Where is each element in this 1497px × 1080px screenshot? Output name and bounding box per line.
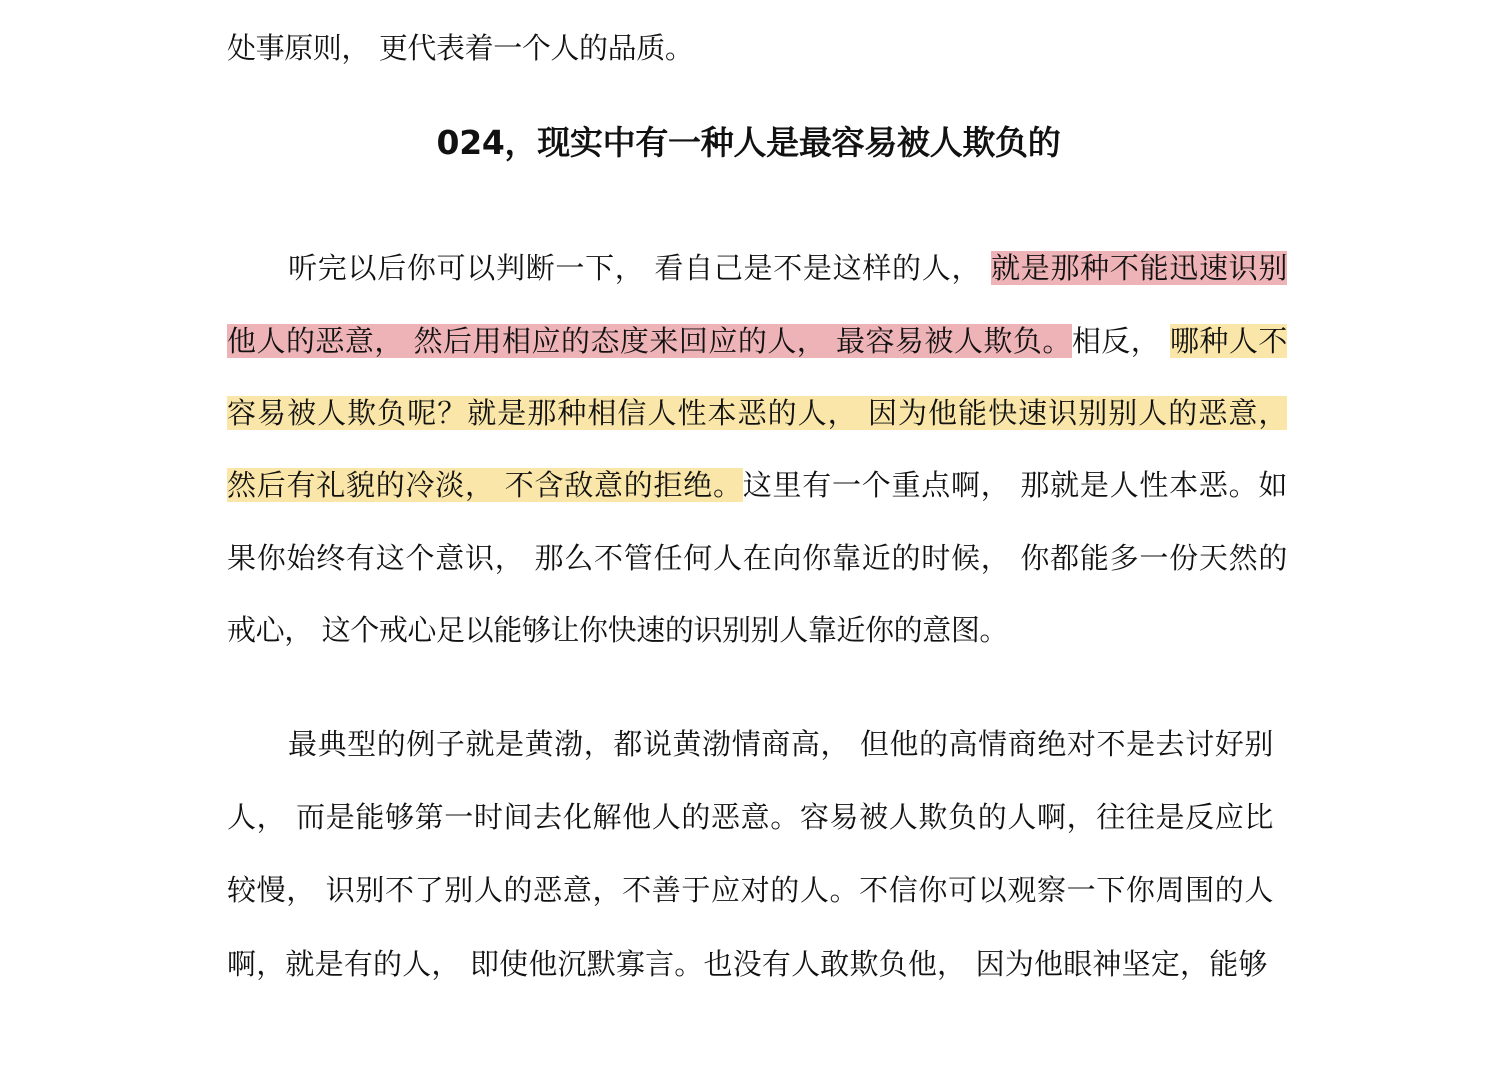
paragraph2-line4-text: 啊，就是有的人， 即使他沉默寡言。也没有人敢欺负他， 因为他眼神坚定，能够 (227, 947, 1267, 981)
paragraph1-line5 (227, 538, 1287, 578)
paragraph1-line4-text: 这里有一个重点啊， 那就是人性本恶。如 (742, 468, 1287, 502)
highlight-yellow: 容易被人欺负呢？就是那种相信人性本恶的人， 因为他能快速识别别人的恶意， (227, 396, 1287, 430)
top-line-text: 处事原则， 更代表着一个人的品质。 (227, 31, 694, 65)
paragraph2-line3 (227, 870, 1273, 910)
highlight-red: 他人的恶意， 然后用相应的态度来回应的人， 最容易被人欺负。 (227, 324, 1072, 358)
paragraph2-line2 (227, 797, 1273, 837)
paragraph1-line1-text: 听完以后你可以判断一下， 看自己是不是这样的人， (287, 251, 992, 285)
paragraph1-line2 (227, 321, 1287, 361)
paragraph1-line4 (227, 465, 1287, 505)
paragraph1-line2-text: 相反， (1071, 324, 1170, 358)
highlight-yellow: 然后有礼貌的冷淡， 不含敌意的拒绝。 (227, 468, 743, 502)
paragraph2-line3-text: 较慢， 识别不了别人的恶意，不善于应对的人。不信你可以观察一下你周围的人 (227, 873, 1273, 907)
section-heading: 024，现实中有一种人是最容易被人欺负的 (436, 123, 1061, 162)
highlight-yellow: 哪种人不 (1169, 324, 1287, 358)
text-line-top (227, 28, 1287, 68)
paragraph2-line4 (227, 944, 1267, 984)
paragraph1-line6 (227, 610, 1287, 650)
paragraph1-line1 (227, 248, 1287, 288)
paragraph1-line5-text: 果你始终有这个意识， 那么不管任何人在向你靠近的时候， 你都能多一份天然的 (227, 541, 1287, 575)
paragraph1-line6-text: 戒心， 这个戒心足以能够让你快速的识别别人靠近你的意图。 (227, 613, 1009, 647)
highlight-red: 就是那种不能迅速识别 (991, 251, 1287, 285)
paragraph2-line2-text: 人， 而是能够第一时间去化解他人的恶意。容易被人欺负的人啊，往往是反应比 (227, 800, 1273, 834)
paragraph2-line1 (227, 724, 1273, 764)
paragraph1-line3 (227, 393, 1287, 433)
paragraph2-line1-text: 最典型的例子就是黄渤，都说黄渤情商高， 但他的高情商绝对不是去讨好别 (287, 727, 1273, 761)
